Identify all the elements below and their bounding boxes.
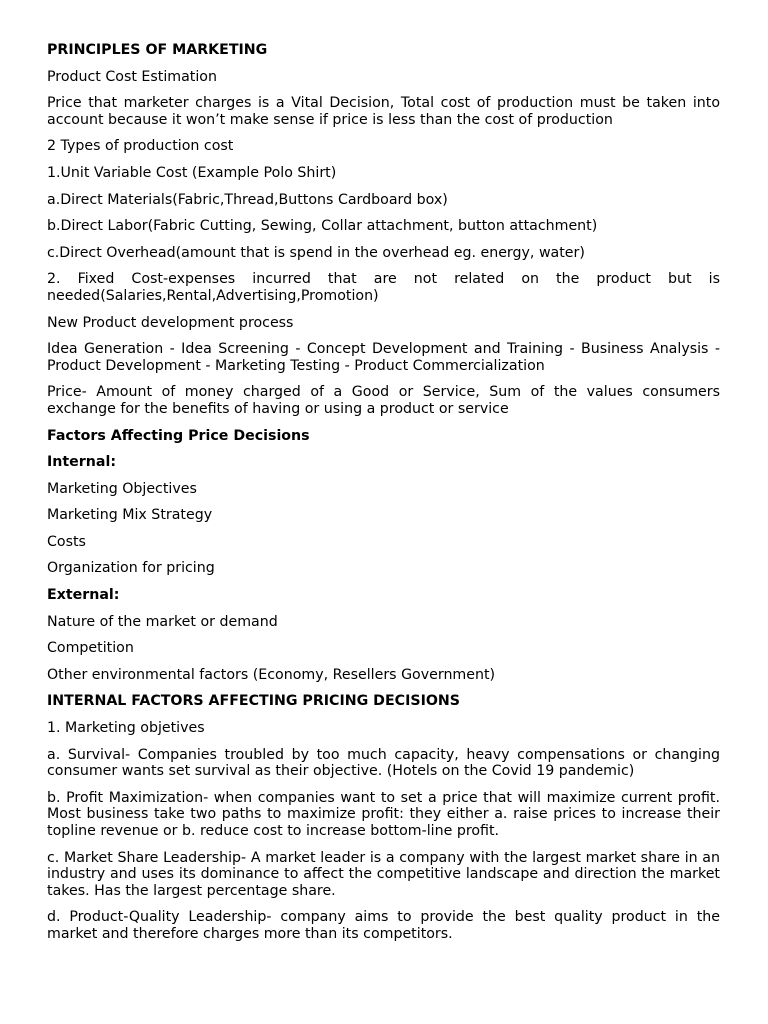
paragraph: New Product development process [47, 314, 294, 331]
section-heading: Factors Affecting Price Decisions [47, 427, 310, 444]
paragraph: Competition [47, 640, 134, 657]
paragraph: Idea Generation - Idea Screening - Concept Development and Training - Business Analysis - Product Development - Marketing Testing - Product Commercialization [47, 341, 720, 374]
paragraph: c. Market Share Leadership- A market leader is a company with the largest market share in an industry and uses its dominance to affect the competitive landscape and direction the market takes. Has the largest percentage share. [47, 849, 720, 899]
paragraph: Price- Amount of money charged of a Good or Service, Sum of the values consumers exchange for the benefits of having or using a product or service [47, 384, 720, 417]
paragraph: 2. Fixed Cost-expenses incurred that are not related on the product but is needed(Salaries,Rental,Advertising,Promotion) [47, 271, 720, 304]
paragraph: Marketing Mix Strategy [47, 507, 213, 524]
paragraph: b. Profit Maximization- when companies want to set a price that will maximize current profit. Most business take two paths to maximize profit: they either a. raise prices to increase their topline revenue or b. reduce cost to increase bottom-line profit. [47, 789, 720, 839]
section-heading: INTERNAL FACTORS AFFECTING PRICING DECISIONS [47, 693, 460, 710]
section-heading: Internal: [47, 454, 116, 471]
section-heading: External: [47, 587, 120, 604]
paragraph: Price that marketer charges is a Vital Decision, Total cost of production must be taken into account because it won’t make sense if price is less than the cost of production [47, 95, 720, 128]
document-body [47, 69, 720, 943]
paragraph: Other environmental factors (Economy, Resellers Government) [47, 666, 496, 683]
document-title: PRINCIPLES OF MARKETING [47, 42, 268, 58]
paragraph: Marketing Objectives [47, 480, 197, 497]
paragraph: b.Direct Labor(Fabric Cutting, Sewing, Collar attachment, button attachment) [47, 218, 598, 235]
paragraph: Organization for pricing [47, 560, 215, 577]
paragraph: 1. Marketing objetives [47, 720, 205, 737]
document-page [47, 42, 720, 953]
paragraph: 1.Unit Variable Cost (Example Polo Shirt) [47, 164, 337, 181]
paragraph: c.Direct Overhead(amount that is spend in the overhead eg. energy, water) [47, 244, 585, 261]
paragraph: Costs [47, 533, 86, 550]
paragraph: a. Survival- Companies troubled by too much capacity, heavy compensations or changing consumer wants set survival as their objective. (Hotels on the Covid 19 pandemic) [47, 746, 720, 780]
paragraph: Nature of the market or demand [47, 613, 278, 630]
paragraph: d. Product-Quality Leadership- company aims to provide the best quality product in the market and therefore charges more than its competitors. [47, 909, 720, 942]
paragraph: a.Direct Materials(Fabric,Thread,Buttons Cardboard box) [47, 191, 448, 208]
paragraph: Product Cost Estimation [47, 68, 217, 85]
paragraph: 2 Types of production cost [47, 138, 234, 155]
